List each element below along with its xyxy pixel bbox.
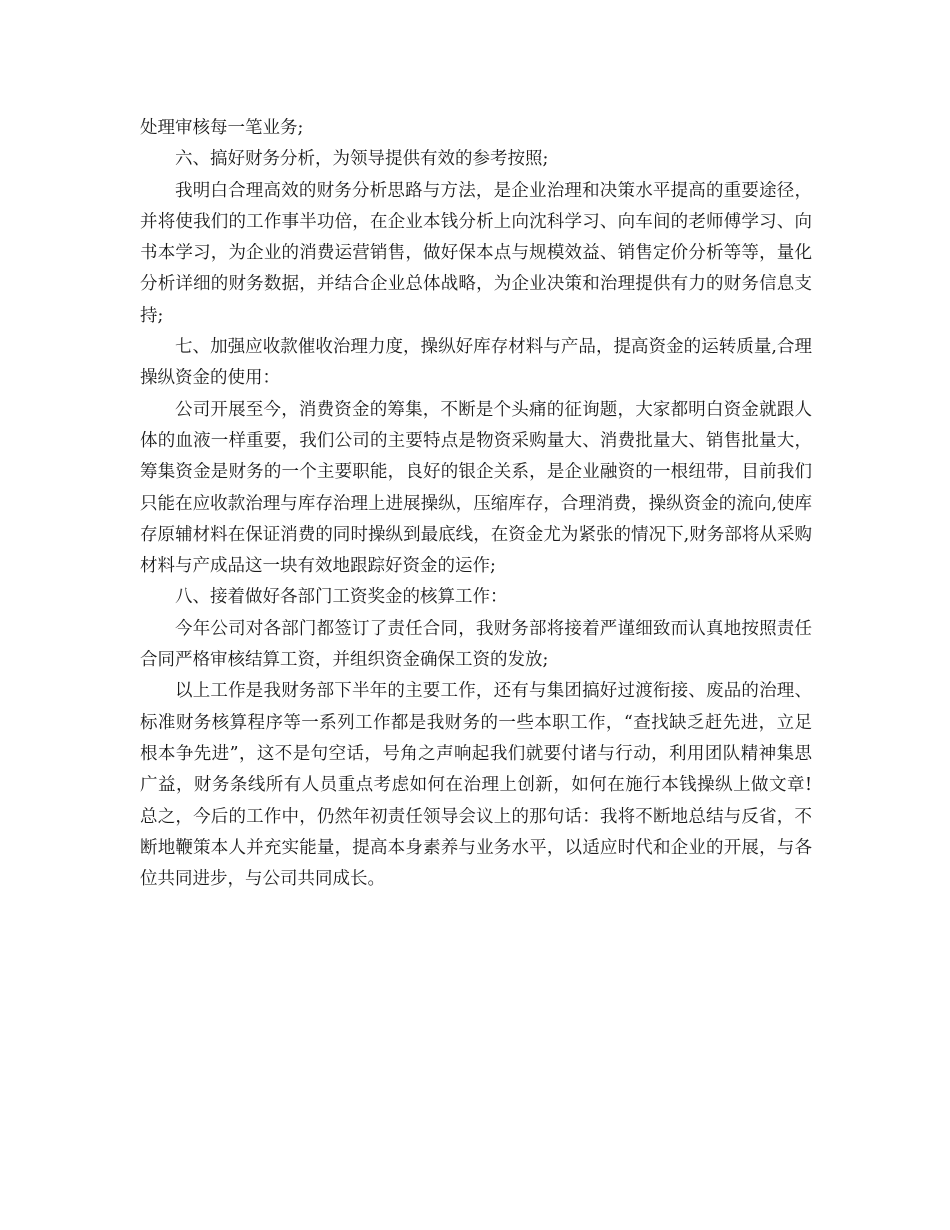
paragraph-1: 处理审核每一笔业务; [140, 118, 304, 138]
document-body [140, 113, 812, 895]
paragraph-6: 八、接着做好各部门工资奖金的核算工作： [175, 587, 508, 608]
paragraph-3: 我明白合理高效的财务分析思路与方法，是企业治理和决策水平提高的重要途径，并将使我们的工作事半功倍，在企业本钱分析上向沈科学习、向车间的老师傅学习、向书本学习，为企业的消费运营销售，做好保本点与规模效益、销售定价分析等等，量化分析详细的财务数据，并结合企业总体战略，为企业决策和治理提供有力的财务信息支持; [140, 180, 812, 326]
paragraph-2: 六、搞好财务分析，为领导提供有效的参考按照; [175, 149, 549, 170]
paragraph-5: 公司开展至今，消费资金的筹集，不断是个头痛的征询题，大家都明白资金就跟人体的血液一样重要，我们公司的主要特点是物资采购量大、消费批量大、销售批量大，筹集资金是财务的一个主要职能，良好的银企关系，是企业融资的一根纽带，目前我们只能在应收款治理与库存治理上进展操纵，压缩库存，合理消费，操纵资金的流向,使库存原辅材料在保证消费的同时操纵到最底线，在资金尤为紧张的情况下,财务部将从采购材料与产成品这一块有效地跟踪好资金的运作; [140, 399, 812, 577]
paragraph-8: 以上工作是我财务部下半年的主要工作，还有与集团搞好过渡衔接、废品的治理、标准财务核算程序等一系列工作都是我财务的一些本职工作，“查找缺乏赶先进，立足根本争先进”，这不是句空话，号角之声响起我们就要付诸与行动，利用团队精神集思广益，财务条线所有人员重点考虑如何在治理上创新，如何在施行本钱操纵上做文章!总之，今后的工作中，仍然年初责任领导会议上的那句话：我将不断地总结与反省，不断地鞭策本人并充实能量，提高本身素养与业务水平，以适应时代和企业的开展，与各位共同进步，与公司共同成长。 [140, 681, 812, 890]
paragraph-4: 七、加强应收款催收治理力度，操纵好库存材料与产品，提高资金的运转质量,合理操纵资金的使用： [140, 337, 812, 389]
paragraph-7: 今年公司对各部门都签订了责任合同，我财务部将接着严谨细致而认真地按照责任合同严格审核结算工资，并组织资金确保工资的发放; [140, 618, 812, 671]
